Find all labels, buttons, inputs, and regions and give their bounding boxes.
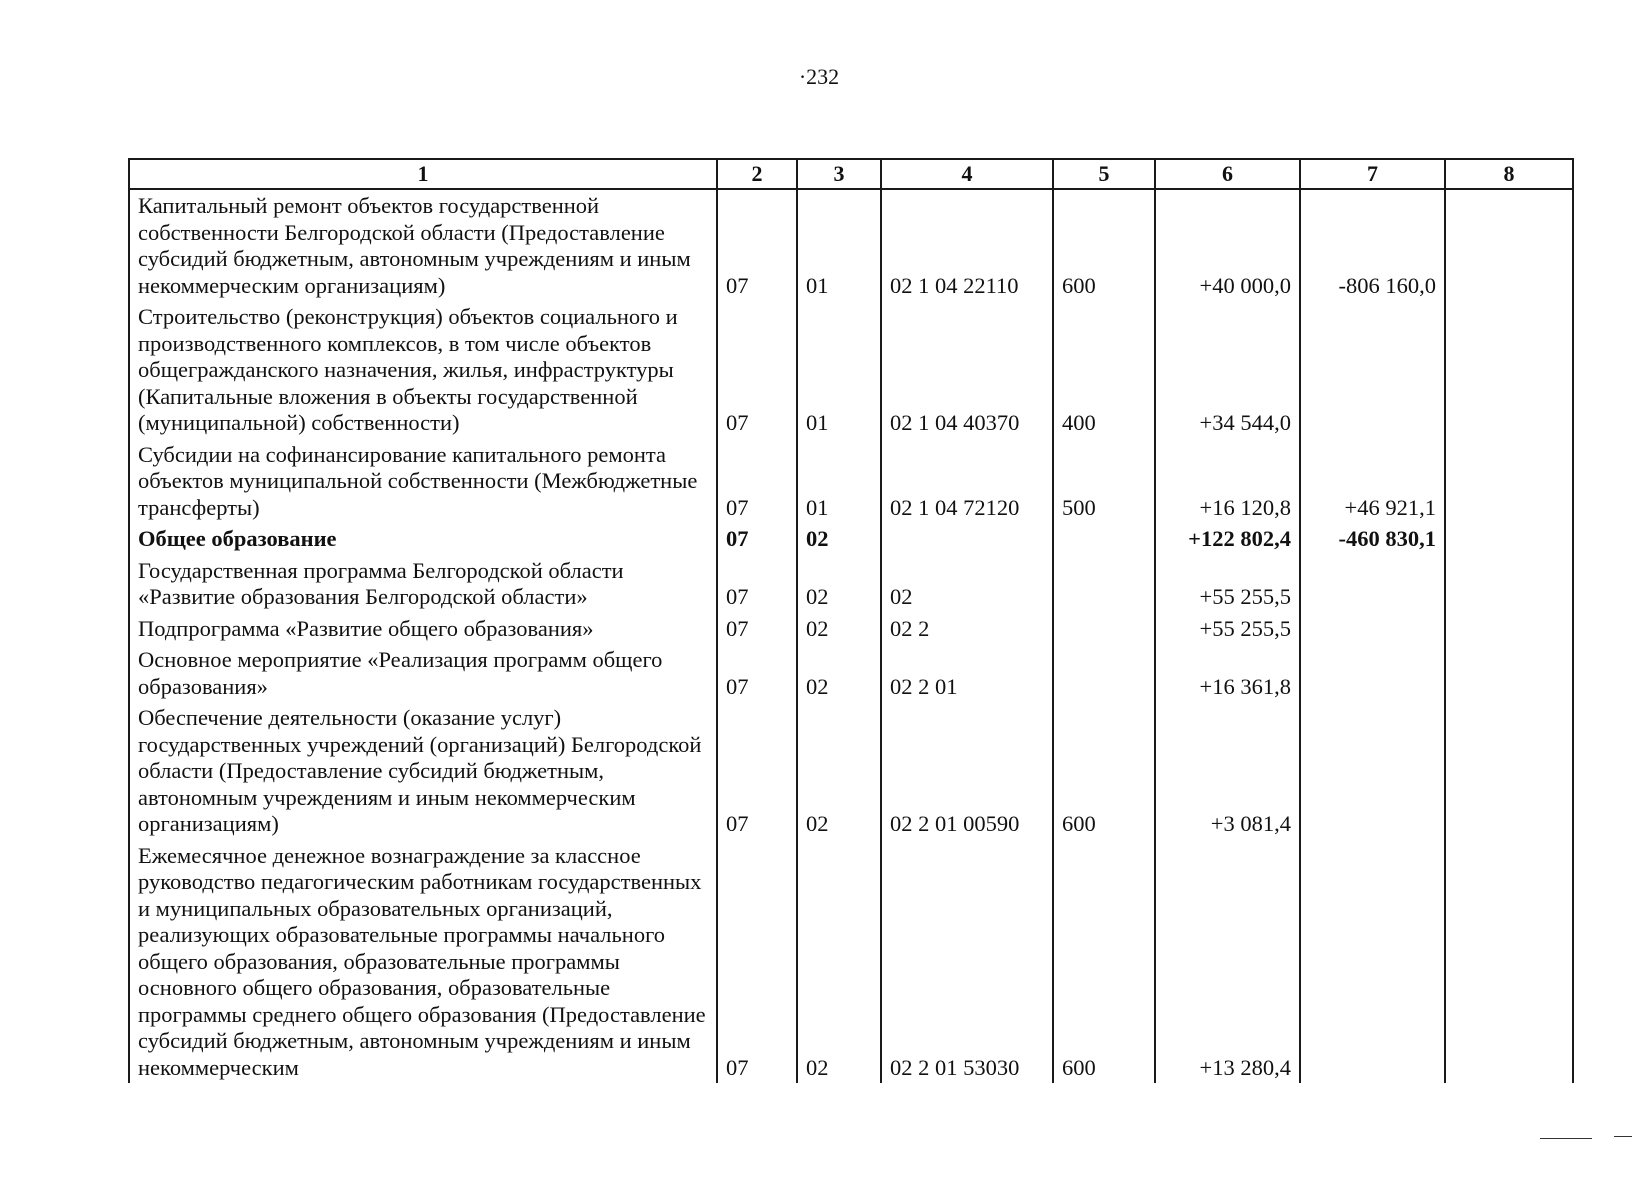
cell-change-amount: +16 361,8 (1155, 644, 1300, 702)
column-header-2: 2 (717, 159, 797, 189)
budget-table (128, 158, 1574, 1083)
table-row (129, 840, 1573, 1084)
scan-artifact (1540, 1138, 1592, 1139)
cell-column-8 (1445, 644, 1573, 702)
cell-subsection: 01 (797, 301, 881, 439)
table-row (129, 613, 1573, 645)
cell-target-article: 02 2 (881, 613, 1053, 645)
table-row (129, 644, 1573, 702)
cell-column-8 (1445, 613, 1573, 645)
cell-change-amount: +3 081,4 (1155, 702, 1300, 840)
cell-section: 07 (717, 439, 797, 524)
cell-change-amount-2 (1300, 555, 1445, 613)
table-row (129, 439, 1573, 524)
cell-name: Ежемесячное денежное вознаграждение за классное руководство педагогическим работникам государственных и муниципальных образовательных организаций, реализующих образовательные программы начального общего образования, образовательные программы основного общего образования, образовательные программы среднего общего образования (Предоставление субсидий бюджетным, автономным учреждениям и иным некоммерческим (129, 840, 717, 1084)
column-header-6: 6 (1155, 159, 1300, 189)
cell-target-article: 02 (881, 555, 1053, 613)
cell-subsection: 02 (797, 644, 881, 702)
cell-name: Государственная программа Белгородской области «Развитие образования Белгородской области» (129, 555, 717, 613)
cell-target-article (881, 523, 1053, 555)
cell-change-amount-2 (1300, 702, 1445, 840)
table-header (129, 159, 1573, 189)
cell-column-8 (1445, 840, 1573, 1084)
cell-name: Субсидии на софинансирование капитального ремонта объектов муниципальной собственности (Межбюджетные трансферты) (129, 439, 717, 524)
cell-subsection: 02 (797, 840, 881, 1084)
cell-expense-type: 400 (1053, 301, 1155, 439)
cell-target-article: 02 1 04 40370 (881, 301, 1053, 439)
table-row (129, 702, 1573, 840)
cell-change-amount-2: -460 830,1 (1300, 523, 1445, 555)
cell-section: 07 (717, 555, 797, 613)
cell-section: 07 (717, 189, 797, 301)
cell-change-amount-2 (1300, 613, 1445, 645)
cell-column-8 (1445, 555, 1573, 613)
cell-expense-type (1053, 523, 1155, 555)
cell-target-article: 02 1 04 72120 (881, 439, 1053, 524)
cell-expense-type: 600 (1053, 840, 1155, 1084)
cell-change-amount-2: -806 160,0 (1300, 189, 1445, 301)
cell-target-article: 02 2 01 (881, 644, 1053, 702)
cell-subsection: 02 (797, 702, 881, 840)
cell-section: 07 (717, 840, 797, 1084)
cell-subsection: 01 (797, 439, 881, 524)
table-row (129, 555, 1573, 613)
cell-change-amount-2: +46 921,1 (1300, 439, 1445, 524)
cell-section: 07 (717, 301, 797, 439)
cell-name: Общее образование (129, 523, 717, 555)
table-row (129, 523, 1573, 555)
cell-name: Основное мероприятие «Реализация программ общего образования» (129, 644, 717, 702)
scan-artifact (1614, 1136, 1632, 1137)
cell-expense-type (1053, 555, 1155, 613)
table-row (129, 189, 1573, 301)
cell-column-8 (1445, 439, 1573, 524)
column-header-4: 4 (881, 159, 1053, 189)
column-header-5: 5 (1053, 159, 1155, 189)
cell-subsection: 02 (797, 555, 881, 613)
column-header-7: 7 (1300, 159, 1445, 189)
cell-change-amount: +40 000,0 (1155, 189, 1300, 301)
cell-column-8 (1445, 523, 1573, 555)
cell-section: 07 (717, 523, 797, 555)
page-number: ·232 (798, 64, 840, 89)
cell-target-article: 02 1 04 22110 (881, 189, 1053, 301)
cell-change-amount: +16 120,8 (1155, 439, 1300, 524)
cell-change-amount: +13 280,4 (1155, 840, 1300, 1084)
cell-target-article: 02 2 01 00590 (881, 702, 1053, 840)
cell-section: 07 (717, 702, 797, 840)
cell-column-8 (1445, 301, 1573, 439)
cell-name: Подпрограмма «Развитие общего образования» (129, 613, 717, 645)
cell-expense-type: 600 (1053, 702, 1155, 840)
column-header-1: 1 (129, 159, 717, 189)
cell-change-amount-2 (1300, 301, 1445, 439)
table-row (129, 301, 1573, 439)
cell-expense-type: 600 (1053, 189, 1155, 301)
cell-change-amount: +55 255,5 (1155, 613, 1300, 645)
cell-name: Обеспечение деятельности (оказание услуг) государственных учреждений (организаций) Белгородской области (Предоставление субсидий бюджетным, автономным учреждениям и иным некоммерческим организациям) (129, 702, 717, 840)
cell-change-amount: +55 255,5 (1155, 555, 1300, 613)
cell-target-article: 02 2 01 53030 (881, 840, 1053, 1084)
cell-change-amount: +122 802,4 (1155, 523, 1300, 555)
cell-change-amount-2 (1300, 840, 1445, 1084)
cell-section: 07 (717, 613, 797, 645)
cell-expense-type: 500 (1053, 439, 1155, 524)
cell-expense-type (1053, 644, 1155, 702)
cell-subsection: 02 (797, 523, 881, 555)
cell-subsection: 01 (797, 189, 881, 301)
cell-subsection: 02 (797, 613, 881, 645)
cell-change-amount-2 (1300, 644, 1445, 702)
cell-expense-type (1053, 613, 1155, 645)
column-header-3: 3 (797, 159, 881, 189)
column-header-8: 8 (1445, 159, 1573, 189)
cell-section: 07 (717, 644, 797, 702)
cell-column-8 (1445, 189, 1573, 301)
table-body (129, 189, 1573, 1083)
cell-column-8 (1445, 702, 1573, 840)
cell-name: Капитальный ремонт объектов государственной собственности Белгородской области (Предоставление субсидий бюджетным, автономным учреждениям и иным некоммерческим организациям) (129, 189, 717, 301)
cell-change-amount: +34 544,0 (1155, 301, 1300, 439)
cell-name: Строительство (реконструкция) объектов социального и производственного комплексов, в том числе объектов общегражданского назначения, жилья, инфраструктуры (Капитальные вложения в объекты государственной (муниципальной) собственности) (129, 301, 717, 439)
